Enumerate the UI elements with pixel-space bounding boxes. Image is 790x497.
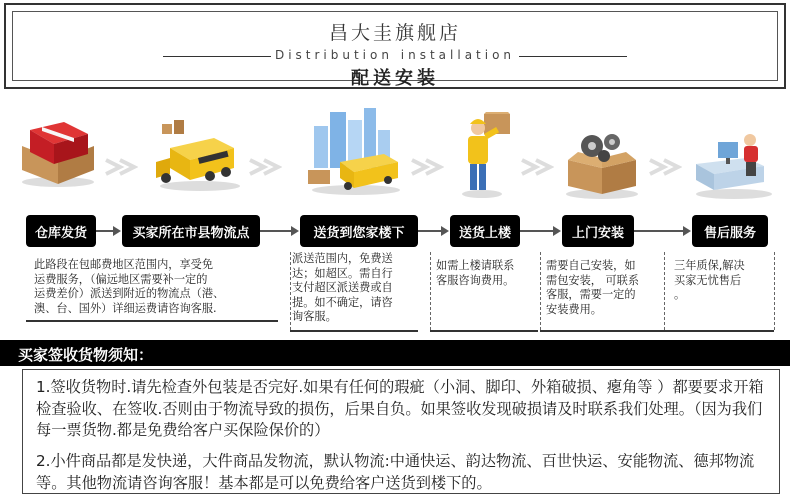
shop-name: 昌大圭旗舰店 xyxy=(328,22,461,44)
desc-line: 提。如不确定，请咨 xyxy=(292,295,393,309)
header-frame xyxy=(4,3,786,89)
desc-line: 买家无忧售后 xyxy=(674,273,742,287)
desc-underline xyxy=(540,330,774,332)
flow-arrow-line xyxy=(96,230,114,232)
flow-arrow-line xyxy=(418,230,442,232)
notice-item-shipping: 2.小件商品都是发快递，大件商品发物流，默认物流:中通快运、韵达物流、百世快运、安能物流、德邦物流等。其他物流请咨询客服！基本都是可以免费给客户送货到楼下的。 xyxy=(36,452,755,492)
desc-line: 安装费用。 xyxy=(546,302,602,316)
step-desc-warehouse xyxy=(34,258,262,316)
flow-arrow-line xyxy=(634,230,684,232)
step-label-doorstep: 送货到您家楼下 xyxy=(300,215,418,247)
delivery-truck-icon xyxy=(148,118,242,192)
step-label-local-depot: 买家所在市县物流点 xyxy=(122,215,260,247)
desc-line: 询客服。 xyxy=(292,310,337,323)
desc-line: 如需上楼请联系 xyxy=(436,259,515,272)
desc-line: 客服咨询费用。 xyxy=(436,273,515,287)
subtitle-cn: 配送安装 xyxy=(351,68,439,89)
flow-arrow-head xyxy=(553,226,561,236)
chevron-right-icon xyxy=(410,158,444,176)
subtitle-en: Distribution installation xyxy=(274,48,516,62)
chevron-right-icon xyxy=(104,158,138,176)
step-label-upstairs: 送货上楼 xyxy=(450,215,520,247)
desc-line: 三年质保,解决 xyxy=(674,259,745,272)
desc-underline xyxy=(290,330,418,332)
desc-line: 运费差价）派送到附近的物流点（港、 xyxy=(34,287,225,300)
flow-arrow-line xyxy=(260,230,292,232)
desc-divider xyxy=(290,252,291,330)
step-desc-installation xyxy=(546,259,664,317)
desc-divider xyxy=(774,252,775,330)
step-desc-doorstep xyxy=(292,252,420,325)
step-desc-after-sales xyxy=(674,259,774,303)
desc-underline xyxy=(26,320,278,322)
desc-line: 需要自己安装，如 xyxy=(546,259,636,272)
desc-divider xyxy=(430,252,431,330)
red-package-icon xyxy=(16,116,98,188)
desc-line: 支付超区派送费或自 xyxy=(292,281,393,294)
desc-divider xyxy=(664,252,665,330)
flow-arrow-head xyxy=(113,226,121,236)
chevron-right-icon xyxy=(248,158,282,176)
notice-title: 买家签收货物须知： xyxy=(18,346,154,364)
flow-arrow-line xyxy=(520,230,554,232)
step-label-after-sales: 售后服务 xyxy=(692,215,768,247)
desc-line: 派送范围内，免费送 xyxy=(292,252,393,265)
chevron-right-icon xyxy=(648,158,682,176)
notice-item-inspection: 1.签收货物时.请先检查外包装是否完好.如果有任何的瑕疵（小洞、脚印、外箱破损、瘪角等 ）都要要求开箱检查验收、在签收.否则由于物流导致的损伤，后果自负。如果签收发现破损请及时联系我们处理。（因为我们每一票货物.都是免费给客户买保险保价的） xyxy=(36,378,764,439)
desc-line: 达；如超区。需自行 xyxy=(292,266,393,280)
step-label-installation: 上门安装 xyxy=(562,215,634,247)
chevron-right-icon xyxy=(520,158,554,176)
desc-divider xyxy=(540,252,541,330)
flow-arrow-head xyxy=(291,226,299,236)
step-label-warehouse: 仓库发货 xyxy=(26,215,96,247)
courier-carrying-icon xyxy=(454,112,514,198)
header-rule-right xyxy=(519,56,627,57)
desc-line: 客服，需要一定的 xyxy=(546,288,636,301)
header-inner-frame xyxy=(12,11,778,89)
desc-line: 澳、台、国外）详细运费请咨询客服. xyxy=(34,301,217,315)
desc-underline xyxy=(430,330,538,332)
flow-arrow-head xyxy=(683,226,691,236)
desc-line: 此路段在包邮费地区范围内，享受免 xyxy=(34,258,214,271)
step-desc-upstairs xyxy=(436,259,540,288)
city-truck-icon xyxy=(300,104,404,196)
service-desk-icon xyxy=(688,130,776,200)
desc-line: 需包安装， 可联系 xyxy=(546,273,640,287)
desc-line: 运费服务，（偏远地区需要补一定的 xyxy=(34,272,208,286)
flow-arrow-head xyxy=(441,226,449,236)
desc-line: 。 xyxy=(674,288,686,301)
gears-box-icon xyxy=(558,126,644,200)
